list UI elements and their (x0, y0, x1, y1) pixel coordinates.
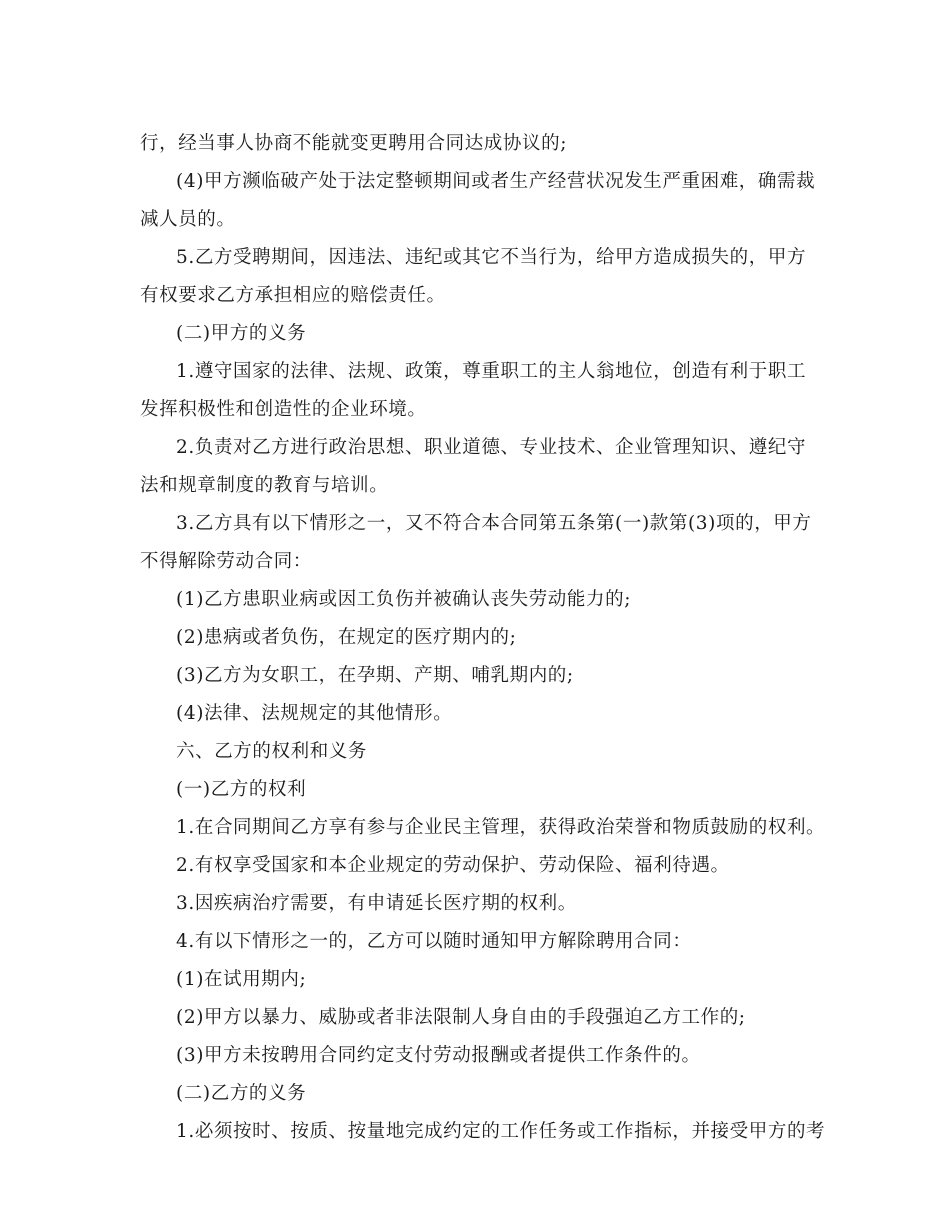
paragraph-b-obligation-1: 1.必须按时、按质、按量地完成约定的工作任务或工作指标，并接受甲方的考 (176, 1121, 826, 1142)
section-heading-six: 六、乙方的权利和义务 (176, 741, 368, 762)
paragraph-continuation: 行，经当事人协商不能就变更聘用合同达成协议的; (140, 133, 568, 154)
paragraph-obligation-2: 2.负责对乙方进行政治思想、职业道德、专业技术、企业管理知识、遵纪守法和规章制度的教育与培训。 (140, 437, 807, 496)
list-item: (2)甲方以暴力、威胁或者非法限制人身自由的手段强迫乙方工作的; (176, 1007, 746, 1028)
paragraph-right-4: 4.有以下情形之一的，乙方可以随时通知甲方解除聘用合同： (176, 931, 692, 952)
list-item: (1)乙方患职业病或因工负伤并被确认丧失劳动能力的; (176, 589, 632, 610)
paragraph-right-3: 3.因疾病治疗需要，有申请延长医疗期的权利。 (176, 893, 577, 914)
section-heading-party-b-rights: (一)乙方的权利 (176, 779, 307, 800)
list-item: (1)在试用期内; (176, 969, 307, 990)
paragraph-clause-4: (4)甲方濒临破产处于法定整顿期间或者生产经营状况发生严重困难，确需裁减人员的。 (140, 171, 816, 230)
section-heading-party-b-obligations: (二)乙方的义务 (176, 1083, 307, 1104)
paragraph-obligation-3: 3.乙方具有以下情形之一，又不符合本合同第五条第(一)款第(3)项的，甲方不得解除劳动合同： (140, 513, 812, 572)
list-item: (2)患病或者负伤，在规定的医疗期内的; (176, 627, 517, 648)
paragraph-right-1: 1.在合同期间乙方享有参与企业民主管理，获得政治荣誉和物质鼓励的权利。 (176, 817, 826, 838)
paragraph-clause-5: 5.乙方受聘期间，因违法、违纪或其它不当行为，给甲方造成损失的，甲方有权要求乙方承担相应的赔偿责任。 (140, 247, 807, 306)
list-item: (4)法律、法规规定的其他情形。 (176, 703, 453, 724)
section-heading-party-a-obligations: (二)甲方的义务 (176, 323, 307, 344)
list-item: (3)甲方未按聘用合同约定支付劳动报酬或者提供工作条件的。 (176, 1045, 701, 1066)
paragraph-obligation-1: 1.遵守国家的法律、法规、政策，尊重职工的主人翁地位，创造有利于职工发挥积极性和创造性的企业环境。 (140, 361, 807, 420)
list-item: (3)乙方为女职工，在孕期、产期、哺乳期内的; (176, 665, 574, 686)
paragraph-right-2: 2.有权享受国家和本企业规定的劳动保护、劳动保险、福利待遇。 (176, 855, 730, 876)
